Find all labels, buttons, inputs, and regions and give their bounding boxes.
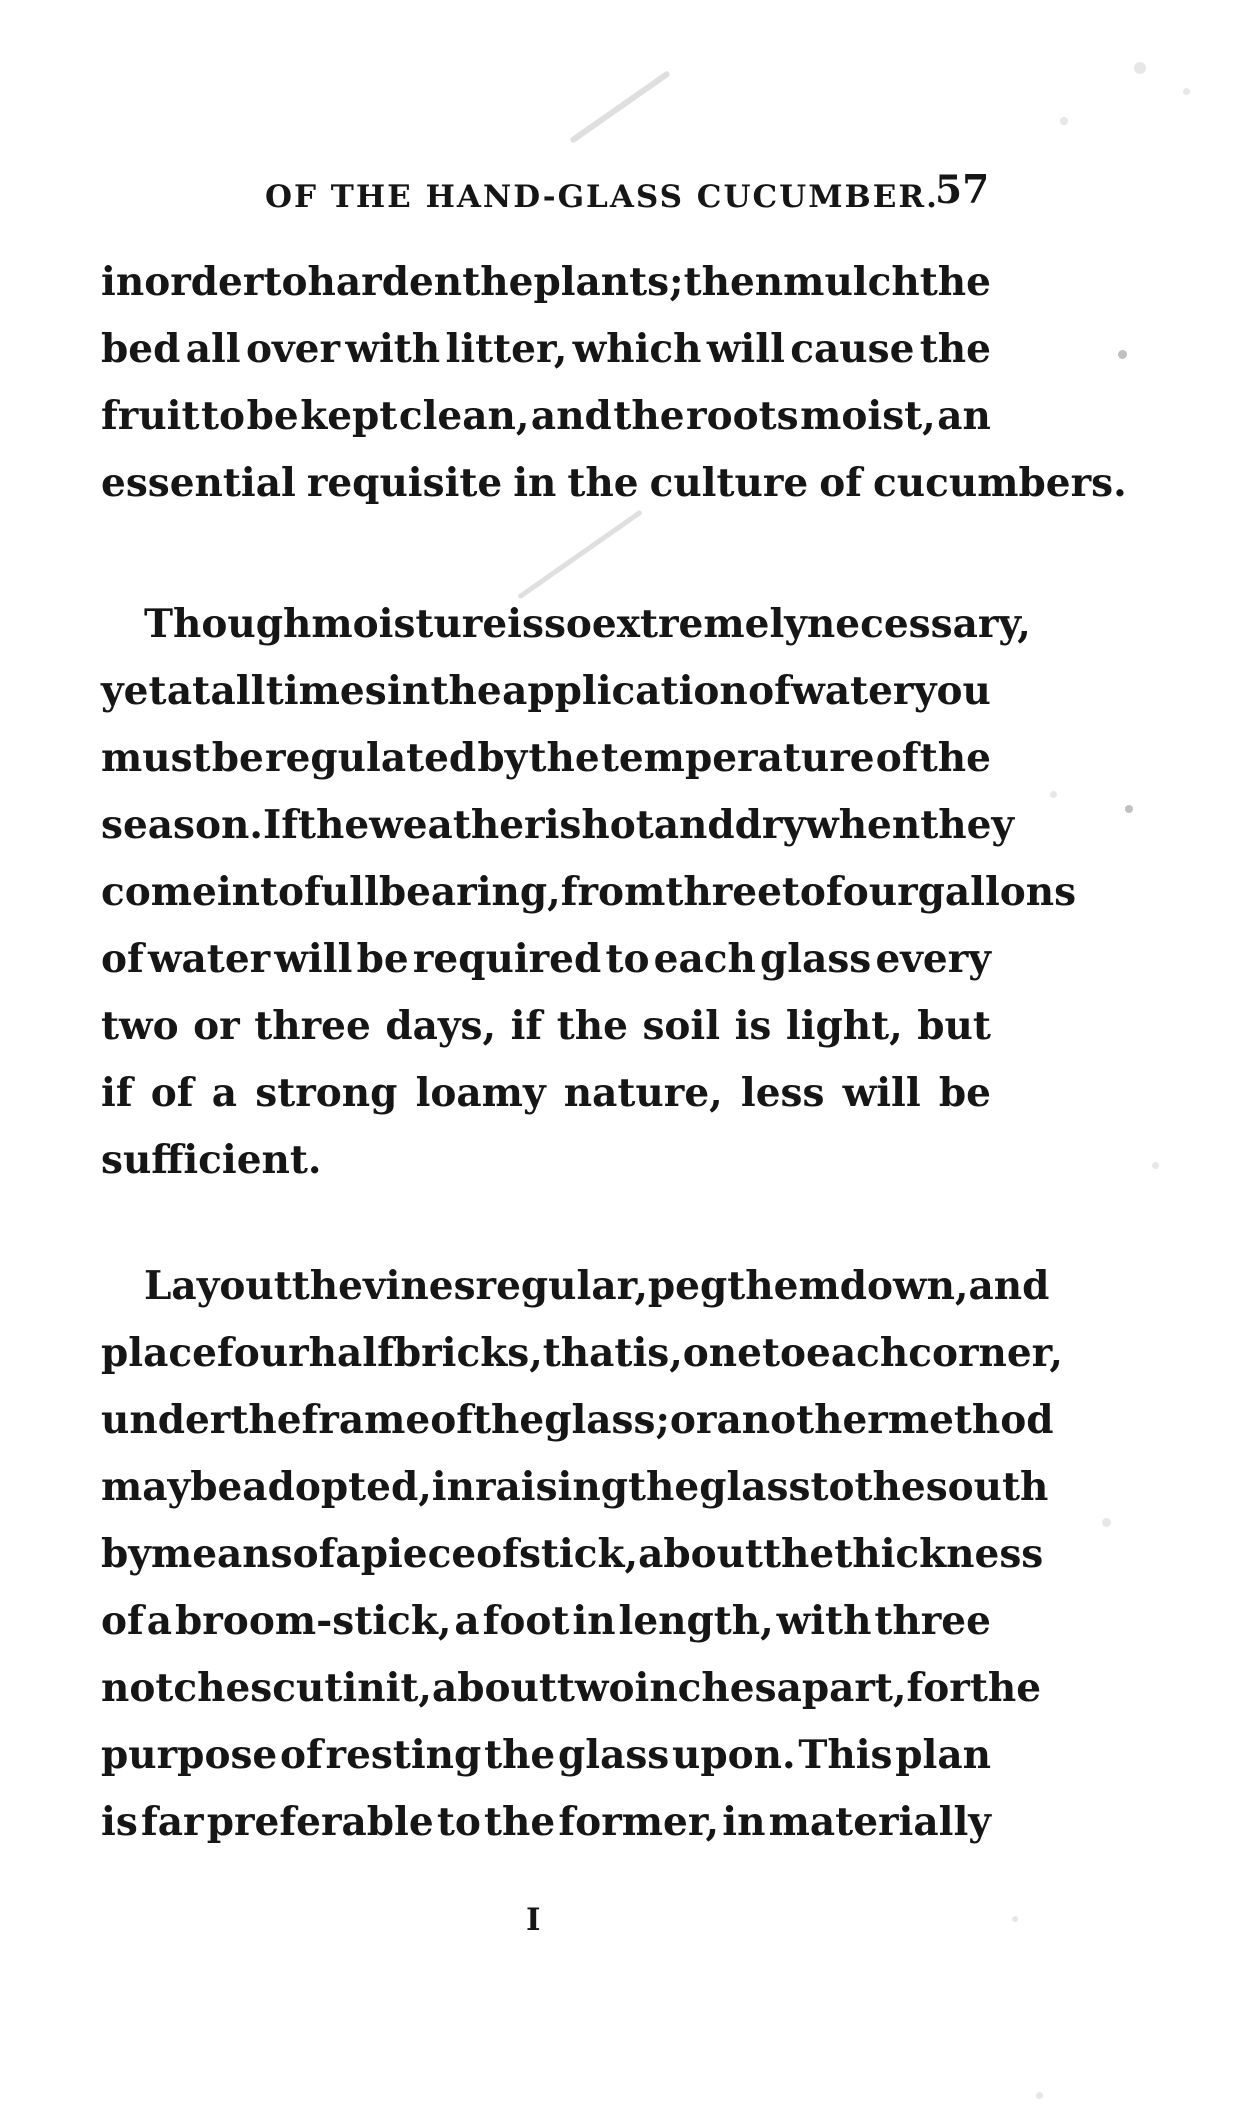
word: temperature bbox=[600, 735, 875, 781]
paragraph-2-line-5 bbox=[101, 859, 1077, 926]
word: regulated bbox=[265, 735, 477, 781]
word: will bbox=[274, 936, 353, 982]
word: of bbox=[150, 1070, 194, 1116]
word: another bbox=[716, 1397, 888, 1443]
word: necessary, bbox=[806, 601, 1031, 647]
word: If bbox=[262, 802, 298, 848]
paper-speckle bbox=[1152, 1162, 1159, 1169]
word: to bbox=[201, 393, 246, 439]
word: the bbox=[613, 393, 685, 439]
word: cucumbers. bbox=[873, 460, 1127, 506]
word: three bbox=[665, 869, 782, 915]
paragraph-3-line-2 bbox=[101, 1320, 1063, 1387]
word: moisture bbox=[311, 601, 508, 647]
paragraph-1 bbox=[101, 249, 1127, 517]
word: application bbox=[502, 668, 748, 714]
word: four bbox=[825, 869, 918, 915]
word: adopted, bbox=[242, 1464, 432, 1510]
word: in bbox=[387, 668, 431, 714]
word: the bbox=[230, 1397, 302, 1443]
word: each bbox=[806, 1330, 909, 1376]
word: of bbox=[101, 1598, 144, 1644]
word: method bbox=[887, 1397, 1054, 1443]
paragraph-2-line-2 bbox=[101, 658, 991, 725]
word: the bbox=[556, 1003, 628, 1049]
word: of bbox=[476, 1531, 519, 1577]
word: foot bbox=[482, 1598, 570, 1644]
word: times bbox=[265, 668, 387, 714]
paragraph-1-line-1 bbox=[101, 249, 991, 316]
paragraph-2-line-9 bbox=[101, 1127, 991, 1194]
word: order bbox=[144, 259, 264, 305]
word: former, bbox=[558, 1799, 720, 1845]
word: of bbox=[748, 668, 791, 714]
word: culture bbox=[649, 460, 809, 506]
word: so bbox=[543, 601, 592, 647]
word: about bbox=[638, 1531, 764, 1577]
word: three bbox=[254, 1003, 371, 1049]
word: bed bbox=[101, 326, 181, 372]
paragraph-3-line-1 bbox=[101, 1253, 1050, 1320]
word: the bbox=[763, 1531, 835, 1577]
word: over bbox=[245, 326, 341, 372]
word: the bbox=[567, 460, 639, 506]
paper-speckle bbox=[1134, 62, 1146, 74]
word: nature, bbox=[563, 1070, 723, 1116]
paper-speckle bbox=[1012, 1916, 1018, 1922]
word: all bbox=[185, 326, 241, 372]
word: yet bbox=[101, 668, 167, 714]
word: raising bbox=[474, 1464, 628, 1510]
word: the bbox=[484, 1799, 556, 1845]
word: apart, bbox=[776, 1665, 907, 1711]
paragraph-3-line-7 bbox=[101, 1655, 1042, 1722]
word: to bbox=[761, 1330, 807, 1376]
word: moist, bbox=[800, 393, 936, 439]
word: the bbox=[473, 1397, 545, 1443]
word: is bbox=[101, 1799, 138, 1845]
word: to bbox=[263, 259, 308, 305]
word: light, bbox=[785, 1003, 903, 1049]
word: kept bbox=[300, 393, 398, 439]
word: you bbox=[913, 668, 991, 714]
paragraph-2-line-7 bbox=[101, 993, 991, 1060]
word: weather bbox=[369, 802, 545, 848]
word: means bbox=[150, 1531, 293, 1577]
word: in bbox=[572, 1598, 616, 1644]
word: resting bbox=[325, 1732, 482, 1778]
word: with bbox=[345, 326, 441, 372]
word: in bbox=[722, 1799, 766, 1845]
paragraph-3-line-8 bbox=[101, 1722, 991, 1789]
word: Lay bbox=[144, 1263, 220, 1309]
paragraph-3-line-5 bbox=[101, 1521, 1044, 1588]
word: from bbox=[560, 869, 666, 915]
word: glass bbox=[760, 936, 872, 982]
word: of bbox=[875, 735, 919, 781]
word: in bbox=[342, 1665, 386, 1711]
word: cut bbox=[272, 1665, 343, 1711]
paragraph-2-line-8 bbox=[101, 1060, 991, 1127]
word: be bbox=[356, 936, 409, 982]
paragraph-2-line-3 bbox=[101, 725, 991, 792]
word: then bbox=[683, 259, 784, 305]
word: into bbox=[216, 869, 305, 915]
page-number: 57 bbox=[935, 167, 990, 213]
word: essential bbox=[101, 460, 296, 506]
word: or bbox=[669, 1397, 717, 1443]
word: season. bbox=[101, 802, 263, 848]
word: of bbox=[819, 460, 863, 506]
paragraph-3 bbox=[101, 1253, 1063, 1856]
word: days, bbox=[385, 1003, 497, 1049]
word: two bbox=[101, 1003, 179, 1049]
word: that bbox=[542, 1330, 633, 1376]
word: each bbox=[653, 936, 756, 982]
word: and bbox=[530, 393, 612, 439]
word: mulch bbox=[783, 259, 920, 305]
word: place bbox=[101, 1330, 217, 1376]
word: requisite bbox=[306, 460, 503, 506]
word: but bbox=[917, 1003, 991, 1049]
paragraph-1-line-2 bbox=[101, 316, 991, 383]
word: litter, bbox=[445, 326, 568, 372]
word: gallons bbox=[917, 869, 1077, 915]
paper-speckle bbox=[1102, 1518, 1111, 1527]
paper-speckle bbox=[1036, 2092, 1043, 2099]
word: at bbox=[166, 668, 211, 714]
word: plan bbox=[895, 1732, 991, 1778]
word: of bbox=[292, 1531, 336, 1577]
word: peg bbox=[647, 1263, 728, 1309]
word: loamy bbox=[415, 1070, 546, 1116]
word: the bbox=[854, 1464, 926, 1510]
word: This bbox=[798, 1732, 893, 1778]
word: is, bbox=[632, 1330, 683, 1376]
word: a bbox=[146, 1598, 173, 1644]
word: or bbox=[193, 1003, 240, 1049]
word: glass bbox=[699, 1464, 811, 1510]
paper-speckle bbox=[1050, 791, 1057, 798]
word: the bbox=[297, 802, 370, 848]
word: frame bbox=[301, 1397, 431, 1443]
paragraph-3-line-4 bbox=[101, 1454, 1049, 1521]
word: the bbox=[919, 259, 991, 305]
word: fruit bbox=[101, 393, 200, 439]
signature-mark: I bbox=[526, 1902, 541, 1938]
paper-speckle bbox=[1125, 805, 1133, 813]
word: if bbox=[510, 1003, 543, 1049]
word: vines bbox=[362, 1263, 476, 1309]
word: the bbox=[291, 1263, 363, 1309]
word: be bbox=[190, 1464, 243, 1510]
paragraph-2-line-4 bbox=[101, 792, 1015, 859]
word: be bbox=[211, 735, 264, 781]
word: every bbox=[875, 936, 991, 982]
word: and bbox=[968, 1263, 1050, 1309]
word: less bbox=[740, 1070, 825, 1116]
paper-smudge bbox=[517, 509, 643, 599]
word: a bbox=[211, 1070, 238, 1116]
word: is bbox=[734, 1003, 772, 1049]
word: to bbox=[810, 1464, 855, 1510]
paragraph-3-line-6 bbox=[101, 1588, 991, 1655]
word: them bbox=[727, 1263, 840, 1309]
word: the bbox=[919, 735, 991, 781]
word: they bbox=[920, 802, 1015, 848]
word: preferable bbox=[206, 1799, 434, 1845]
word: of bbox=[430, 1397, 474, 1443]
word: of bbox=[101, 936, 144, 982]
running-title: OF THE HAND-GLASS CUCUMBER. bbox=[265, 179, 939, 215]
paper-speckle bbox=[1183, 88, 1190, 95]
word: the bbox=[528, 735, 600, 781]
word: is bbox=[507, 601, 544, 647]
word: may bbox=[101, 1464, 191, 1510]
word: south bbox=[925, 1464, 1049, 1510]
word: stick, bbox=[518, 1531, 639, 1577]
word: for bbox=[906, 1665, 970, 1711]
word: materially bbox=[768, 1799, 991, 1845]
word: piece bbox=[360, 1531, 477, 1577]
word: corner, bbox=[908, 1330, 1063, 1376]
word: the bbox=[430, 668, 502, 714]
word: about bbox=[431, 1665, 557, 1711]
word: the bbox=[969, 1665, 1042, 1711]
word: clean, bbox=[398, 393, 530, 439]
word: with bbox=[776, 1598, 872, 1644]
word: full bbox=[304, 869, 379, 915]
word: come bbox=[101, 869, 217, 915]
word: will bbox=[706, 326, 785, 372]
paper-smudge bbox=[569, 70, 671, 144]
word: the bbox=[462, 259, 534, 305]
word: the bbox=[628, 1464, 700, 1510]
word: two bbox=[556, 1665, 635, 1711]
word: under bbox=[101, 1397, 231, 1443]
word: harden bbox=[307, 259, 463, 305]
word: out bbox=[219, 1263, 292, 1309]
word: and bbox=[653, 802, 735, 848]
word: glass; bbox=[544, 1397, 670, 1443]
word: required bbox=[412, 936, 602, 982]
word: by bbox=[101, 1531, 151, 1577]
word: be bbox=[938, 1070, 991, 1116]
word: dry bbox=[734, 802, 806, 848]
paragraph-2 bbox=[101, 591, 1077, 1194]
word: Though bbox=[144, 601, 312, 647]
word: notches bbox=[101, 1665, 273, 1711]
word: roots bbox=[686, 393, 799, 439]
word: must bbox=[101, 735, 211, 781]
word: inches bbox=[634, 1665, 777, 1711]
word: to bbox=[781, 869, 826, 915]
word: regular, bbox=[475, 1263, 648, 1309]
word: half bbox=[308, 1330, 394, 1376]
word: bricks, bbox=[393, 1330, 543, 1376]
word: if bbox=[101, 1070, 133, 1116]
word: all bbox=[210, 668, 266, 714]
word: of bbox=[279, 1732, 323, 1778]
paragraph-1-line-3 bbox=[101, 383, 991, 450]
word: four bbox=[216, 1330, 309, 1376]
word: three bbox=[874, 1598, 991, 1644]
paragraph-1-line-4 bbox=[101, 450, 1127, 517]
word: extremely bbox=[591, 601, 807, 647]
word: in bbox=[513, 460, 557, 506]
word: cause bbox=[790, 326, 915, 372]
paper-speckle bbox=[1060, 117, 1068, 125]
word: bearing, bbox=[378, 869, 561, 915]
word: broom-stick, bbox=[174, 1598, 452, 1644]
word: an bbox=[937, 393, 991, 439]
paragraph-2-line-1 bbox=[101, 591, 1031, 658]
word: water bbox=[791, 668, 914, 714]
word: in bbox=[101, 259, 145, 305]
word: upon. bbox=[672, 1732, 796, 1778]
word: is bbox=[544, 802, 582, 848]
word: the bbox=[919, 326, 991, 372]
word: in bbox=[431, 1464, 475, 1510]
word: to bbox=[436, 1799, 481, 1845]
word: when bbox=[805, 802, 921, 848]
paragraph-3-line-9 bbox=[101, 1789, 991, 1856]
word: be bbox=[246, 393, 299, 439]
word: it, bbox=[385, 1665, 432, 1711]
paragraph-2-line-6 bbox=[101, 926, 991, 993]
paragraph-3-line-3 bbox=[101, 1387, 1054, 1454]
word: a bbox=[335, 1531, 361, 1577]
word: soil bbox=[642, 1003, 721, 1049]
word: will bbox=[842, 1070, 921, 1116]
word: glass bbox=[558, 1732, 670, 1778]
word: down, bbox=[839, 1263, 969, 1309]
word: the bbox=[484, 1732, 556, 1778]
word: far bbox=[140, 1799, 204, 1845]
running-head bbox=[100, 167, 1000, 220]
word: length, bbox=[618, 1598, 774, 1644]
word: strong bbox=[255, 1070, 398, 1116]
word: purpose bbox=[101, 1732, 278, 1778]
word: water bbox=[147, 936, 271, 982]
word: to bbox=[605, 936, 650, 982]
word: sufficient. bbox=[101, 1137, 322, 1183]
word: thickness bbox=[834, 1531, 1044, 1577]
word: one bbox=[682, 1330, 762, 1376]
word: hot bbox=[581, 802, 654, 848]
word: a bbox=[454, 1598, 480, 1644]
word: which bbox=[572, 326, 702, 372]
paper-speckle bbox=[1118, 350, 1127, 359]
word: plants; bbox=[533, 259, 684, 305]
word: by bbox=[477, 735, 528, 781]
